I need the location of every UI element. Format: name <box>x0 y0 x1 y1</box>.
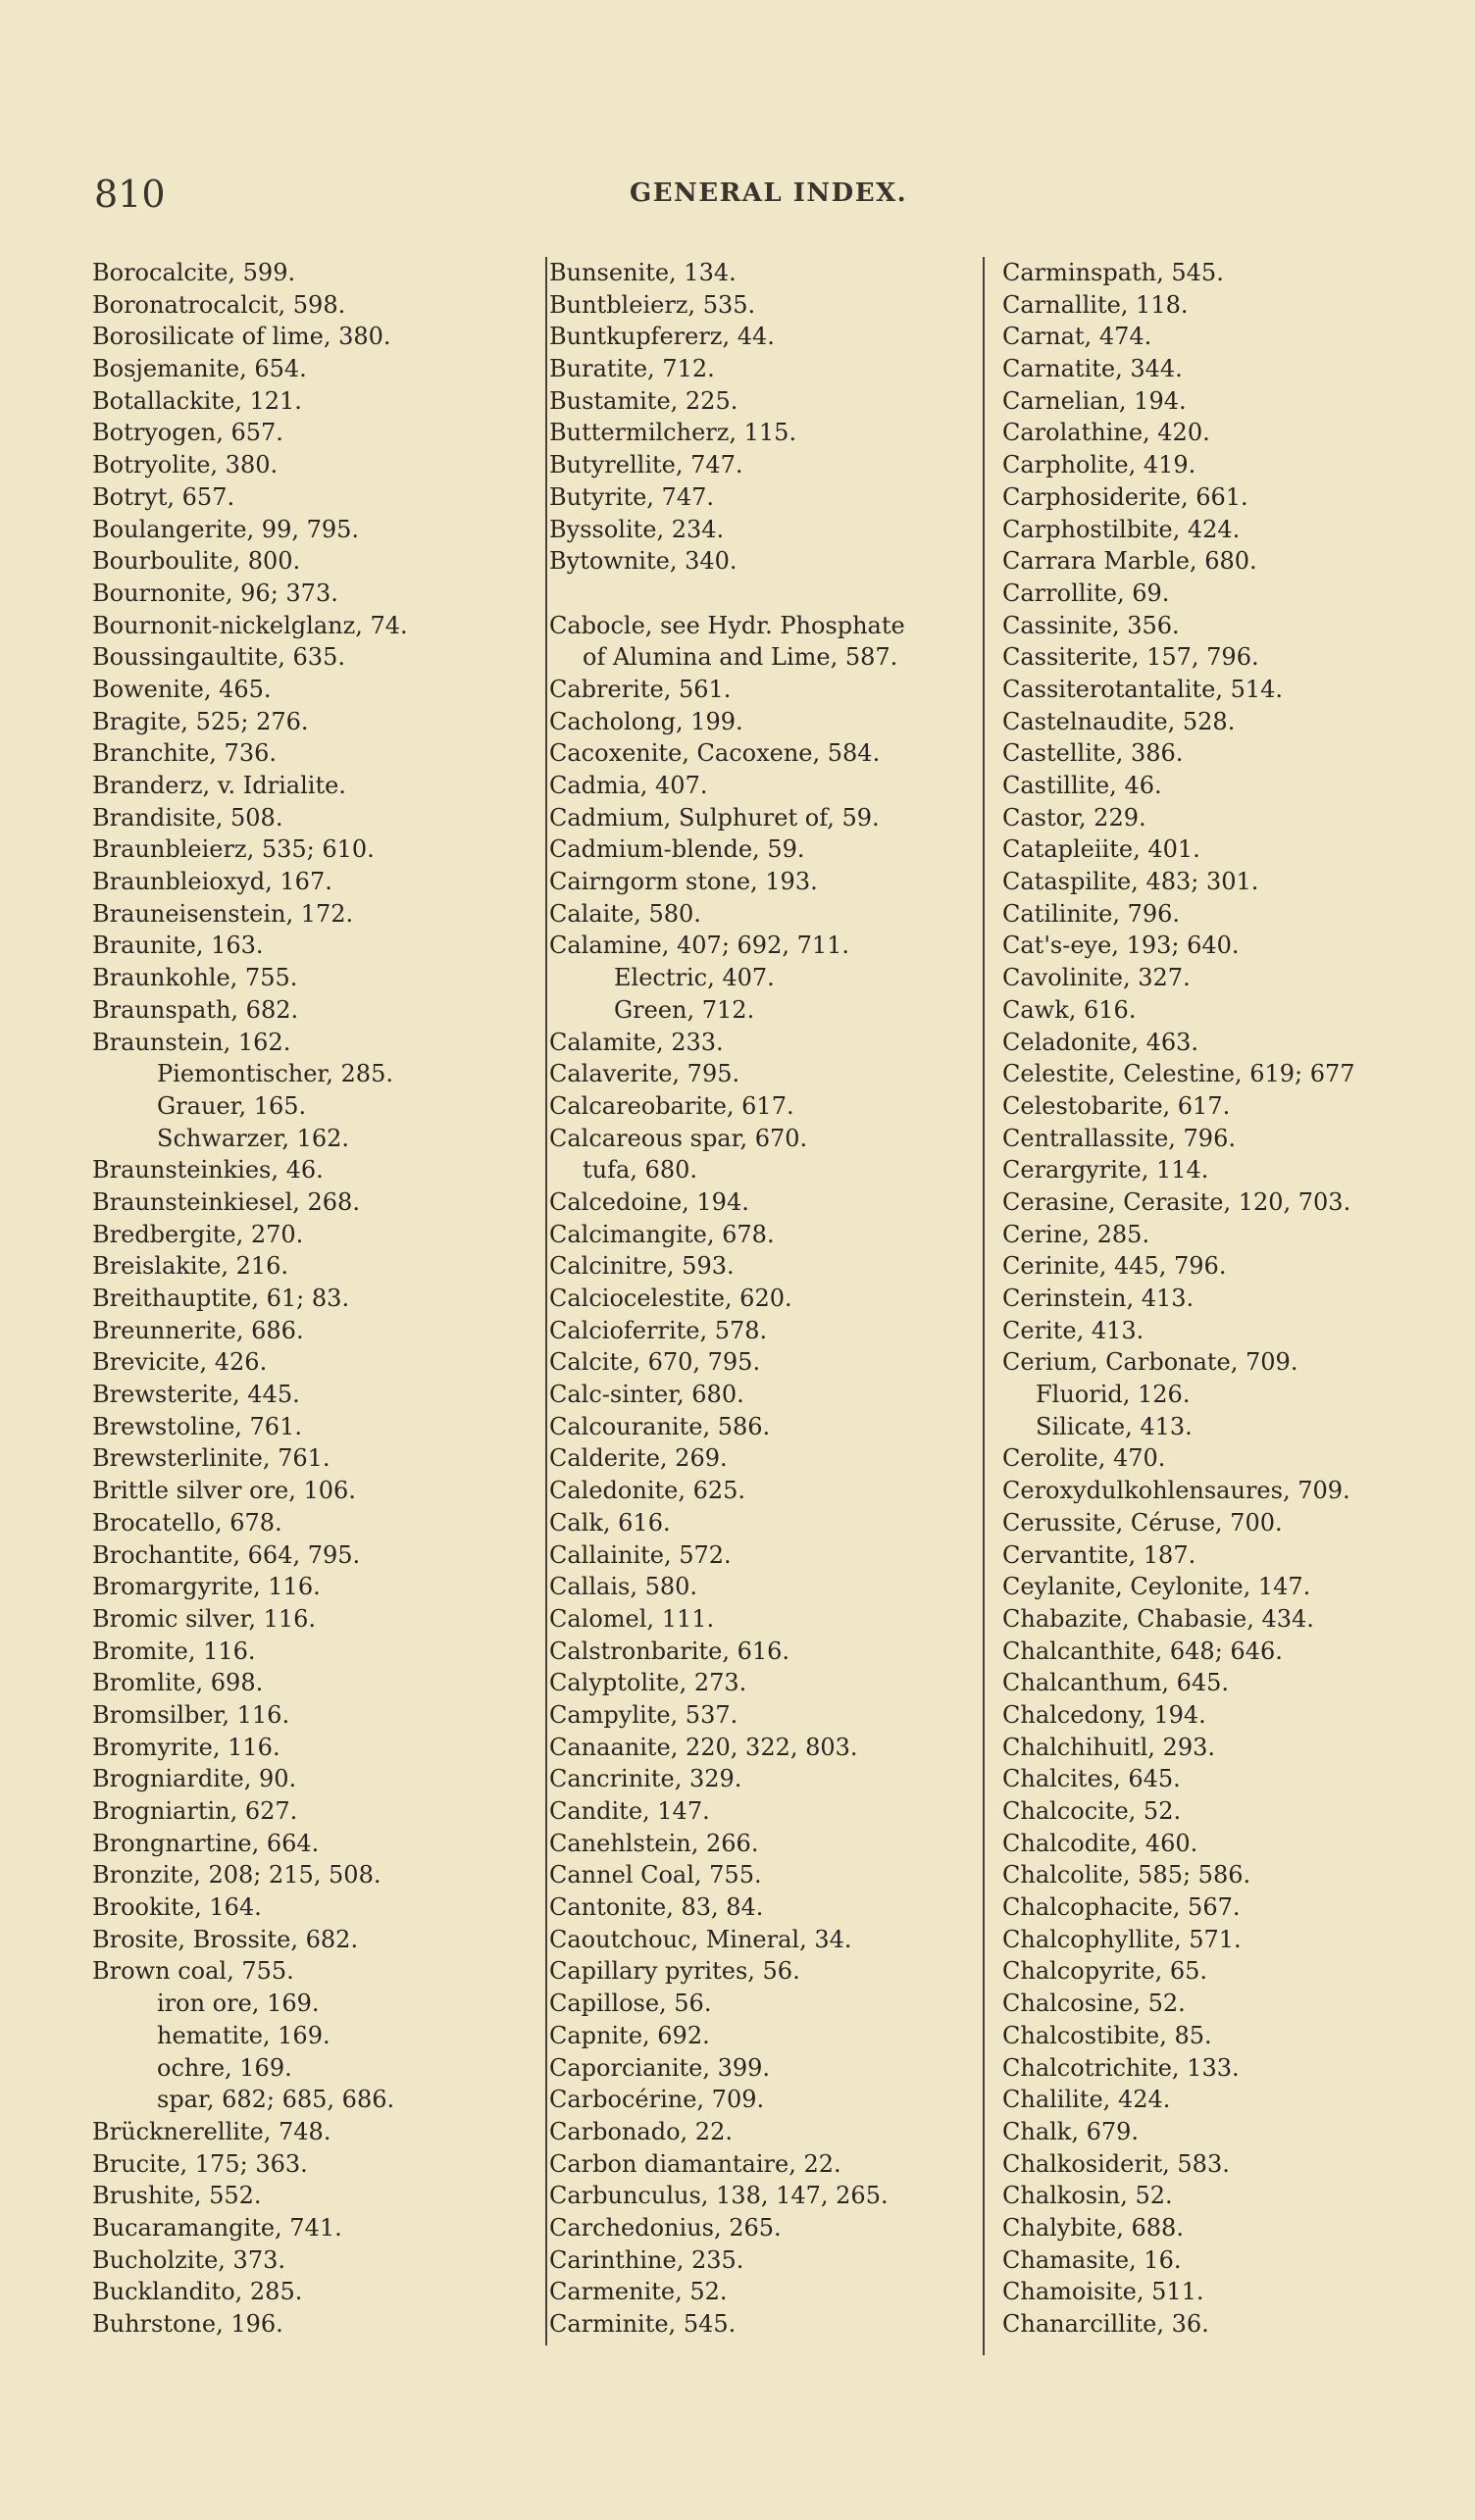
index-entry: Bredbergite, 270. <box>92 1220 304 1248</box>
index-entry: Callais, 580. <box>549 1573 698 1601</box>
index-entry: Borocalcite, 599. <box>92 259 296 286</box>
index-entry: Buratite, 712. <box>549 355 715 383</box>
index-entry: Castor, 229. <box>1002 803 1146 832</box>
index-entry: Cerinstein, 413. <box>1002 1285 1195 1312</box>
index-entry: Carinthine, 235. <box>549 2245 744 2274</box>
index-entry: Cerasine, Cerasite, 120, 703. <box>1002 1187 1351 1216</box>
index-entry: Castelnaudite, 528. <box>1002 707 1236 735</box>
index-entry: Bromargyrite, 116. <box>92 1573 321 1601</box>
index-entry: Bromic silver, 116. <box>92 1604 317 1633</box>
index-entry: Braunsteinkies, 46. <box>92 1156 324 1184</box>
index-entry: Bowenite, 465. <box>92 675 272 703</box>
index-entry: Braunbleierz, 535; 610. <box>92 835 375 864</box>
index-entry: Celadonite, 463. <box>1002 1028 1199 1056</box>
index-entry: Bromsilber, 116. <box>92 1700 290 1729</box>
index-entry: Calcinitre, 593. <box>549 1252 735 1281</box>
index-entry: Brewstoline, 761. <box>92 1412 302 1440</box>
index-entry: Bourboulite, 800. <box>92 547 301 576</box>
index-entry: Castellite, 386. <box>1002 739 1184 768</box>
index-entry: Breislakite, 216. <box>92 1252 289 1281</box>
index-entry: Braunspath, 682. <box>92 995 299 1024</box>
index-entry: Braunkohle, 755. <box>92 964 298 992</box>
index-entry: spar, 682; 685, 686. <box>157 2086 395 2114</box>
index-entry: Brocatello, 678. <box>92 1508 282 1537</box>
index-entry: Brewsterlinite, 761. <box>92 1444 331 1473</box>
index-entry: Carolathine, 420. <box>1002 419 1210 447</box>
index-entry: Calcimangite, 678. <box>549 1220 775 1248</box>
index-entry: Caoutchouc, Mineral, 34. <box>549 1925 852 1953</box>
index-entry: Cerolite, 470. <box>1002 1444 1166 1473</box>
index-entry: Bucklandito, 285. <box>92 2278 303 2306</box>
index-entry: Braunite, 163. <box>92 932 264 960</box>
index-entry: Brosite, Brossite, 682. <box>92 1925 359 1953</box>
index-entry: Calcedoine, 194. <box>549 1187 749 1216</box>
index-entry: Cervantite, 187. <box>1002 1540 1196 1569</box>
index-entry: Calaverite, 795. <box>549 1060 740 1088</box>
index-entry: Brucite, 175; 363. <box>92 2149 308 2178</box>
index-entry: Piemontischer, 285. <box>157 1060 393 1088</box>
index-entry: Cassinite, 356. <box>1002 611 1180 639</box>
index-entry: Bucholzite, 373. <box>92 2245 285 2274</box>
index-entry: Carmenite, 52. <box>549 2278 728 2306</box>
index-entry: Bromyrite, 116. <box>92 1733 280 1761</box>
index-entry: Braunbleioxyd, 167. <box>92 868 332 896</box>
index-entry: Botryt, 657. <box>92 482 235 511</box>
page-number: 810 <box>94 173 166 216</box>
index-entry: Cadmia, 407. <box>549 772 708 799</box>
index-entry: Carnelian, 194. <box>1002 386 1187 415</box>
index-entry: Castillite, 46. <box>1002 772 1162 799</box>
index-entry: Centrallassite, 796. <box>1002 1124 1236 1152</box>
index-entry: Chalcanthite, 648; 646. <box>1002 1637 1283 1665</box>
index-entry: Calomel, 111. <box>549 1604 715 1633</box>
index-entry: Bytownite, 340. <box>549 547 738 576</box>
index-entry: Brittle silver ore, 106. <box>92 1477 356 1505</box>
index-entry: Chalk, 679. <box>1002 2117 1140 2145</box>
index-entry: Braunstein, 162. <box>92 1028 291 1056</box>
index-entry: Canaanite, 220, 322, 803. <box>549 1733 858 1761</box>
index-entry: Bosjemanite, 654. <box>92 355 307 383</box>
index-entry: Chalcites, 645. <box>1002 1765 1181 1793</box>
index-entry: Breithauptite, 61; 83. <box>92 1285 350 1312</box>
index-entry: Canehlstein, 266. <box>549 1829 759 1857</box>
index-entry: Chalcocite, 52. <box>1002 1797 1182 1825</box>
index-entry: Branchite, 736. <box>92 739 277 768</box>
index-entry: Calstronbarite, 616. <box>549 1637 790 1665</box>
index-entry: Calk, 616. <box>549 1508 671 1537</box>
index-entry: Chalcanthum, 645. <box>1002 1669 1230 1697</box>
index-entry: Cerite, 413. <box>1002 1316 1144 1344</box>
index-entry: Cadmium-blende, 59. <box>549 835 805 864</box>
index-entry: Catapleiite, 401. <box>1002 835 1200 864</box>
running-head: GENERAL INDEX. <box>630 178 908 208</box>
index-entry: tufa, 680. <box>583 1156 697 1184</box>
index-entry: Boronatrocalcit, 598. <box>92 290 346 319</box>
index-entry: Chalkosiderit, 583. <box>1002 2149 1230 2178</box>
index-entry: Brücknerellite, 748. <box>92 2117 331 2145</box>
index-entry: Cantonite, 83, 84. <box>549 1893 764 1922</box>
index-entry: Chalcophacite, 567. <box>1002 1893 1241 1922</box>
index-entry: Schwarzer, 162. <box>157 1124 350 1152</box>
index-entry: Chamoisite, 511. <box>1002 2278 1204 2306</box>
index-entry: Carpholite, 419. <box>1002 451 1196 479</box>
index-entry: Cerinite, 445, 796. <box>1002 1252 1227 1281</box>
index-entry: Green, 712. <box>614 995 755 1024</box>
index-entry: Carbonado, 22. <box>549 2117 733 2145</box>
index-column-1 <box>92 257 514 2341</box>
index-entry: Chabazite, Chabasie, 434. <box>1002 1604 1314 1633</box>
index-entry: Carrollite, 69. <box>1002 579 1170 607</box>
index-entry: Bragite, 525; 276. <box>92 707 309 735</box>
index-entry: Cerine, 285. <box>1002 1220 1150 1248</box>
index-entry: Celestite, Celestine, 619; 677 <box>1002 1060 1355 1088</box>
index-entry: Grauer, 165. <box>157 1091 307 1120</box>
index-entry: Candite, 147. <box>549 1797 710 1825</box>
index-entry: Calcareobarite, 617. <box>549 1091 794 1120</box>
index-entry: Fluorid, 126. <box>1036 1381 1191 1409</box>
index-entry: Chalcolite, 585; 586. <box>1002 1861 1251 1890</box>
index-entry: Chalcedony, 194. <box>1002 1700 1206 1729</box>
index-entry: Brogniardite, 90. <box>92 1765 297 1793</box>
index-entry: Buntbleierz, 535. <box>549 290 756 319</box>
index-entry: Carbunculus, 138, 147, 265. <box>549 2182 889 2210</box>
index-entry: Brochantite, 664, 795. <box>92 1540 361 1569</box>
index-entry: Carrara Marble, 680. <box>1002 547 1257 576</box>
index-entry: Cassiterite, 157, 796. <box>1002 643 1259 672</box>
index-entry: Calcareous spar, 670. <box>549 1124 808 1152</box>
index-entry: Cabocle, see Hydr. Phosphate <box>549 611 905 639</box>
index-entry: Boussingaultite, 635. <box>92 643 345 672</box>
index-entry: Chanarcillite, 36. <box>1002 2310 1209 2338</box>
index-entry: hematite, 169. <box>157 2021 331 2049</box>
index-entry: Brandisite, 508. <box>92 803 283 832</box>
index-entry: Carminite, 545. <box>549 2310 737 2338</box>
index-entry: Brushite, 552. <box>92 2182 262 2210</box>
index-entry: Cat's-eye, 193; 640. <box>1002 932 1240 960</box>
index-entry: Calcouranite, 586. <box>549 1412 771 1440</box>
index-entry: Callainite, 572. <box>549 1540 732 1569</box>
index-entry: Bromlite, 698. <box>92 1669 264 1697</box>
index-entry: Byssolite, 234. <box>549 515 725 543</box>
index-entry: Bucaramangite, 741. <box>92 2213 342 2242</box>
index-entry: Chamasite, 16. <box>1002 2245 1182 2274</box>
index-entry: Calaite, 580. <box>549 899 701 928</box>
index-entry: Borosilicate of lime, 380. <box>92 323 391 351</box>
index-entry: Bustamite, 225. <box>549 386 738 415</box>
index-entry: Chalkosin, 52. <box>1002 2182 1173 2210</box>
index-entry: Calamine, 407; 692, 711. <box>549 932 850 960</box>
index-entry: Carbocérine, 709. <box>549 2086 765 2114</box>
index-entry: Capillary pyrites, 56. <box>549 1957 800 1986</box>
index-entry: Brookite, 164. <box>92 1893 262 1922</box>
index-entry: Carbon diamantaire, 22. <box>549 2149 841 2178</box>
index-entry: Butyrite, 747. <box>549 482 714 511</box>
index-entry: Carnatite, 344. <box>1002 355 1183 383</box>
index-entry: Brown coal, 755. <box>92 1957 294 1986</box>
index-entry: Chalcosine, 52. <box>1002 1990 1186 2018</box>
index-entry: Calcioferrite, 578. <box>549 1316 768 1344</box>
index-entry: Cancrinite, 329. <box>549 1765 742 1793</box>
index-entry: Botallackite, 121. <box>92 386 302 415</box>
index-entry: Catilinite, 796. <box>1002 899 1181 928</box>
index-entry: Carchedonius, 265. <box>549 2213 782 2242</box>
index-entry: Brauneisenstein, 172. <box>92 899 354 928</box>
index-entry: Cerium, Carbonate, 709. <box>1002 1348 1298 1377</box>
index-entry: Cannel Coal, 755. <box>549 1861 762 1890</box>
index-entry: Celestobarite, 617. <box>1002 1091 1231 1120</box>
index-entry: Chalchihuitl, 293. <box>1002 1733 1215 1761</box>
index-entry: iron ore, 169. <box>157 1990 320 2018</box>
index-entry: Chalcotrichite, 133. <box>1002 2053 1240 2082</box>
index-entry: Calc-sinter, 680. <box>549 1381 744 1409</box>
index-entry: Cerargyrite, 114. <box>1002 1156 1209 1184</box>
index-entry: Brewsterite, 445. <box>92 1381 300 1409</box>
index-entry: Bournonit-nickelglanz, 74. <box>92 611 408 639</box>
index-entry: Electric, 407. <box>614 964 775 992</box>
index-entry: Bronzite, 208; 215, 508. <box>92 1861 381 1890</box>
index-column-3 <box>983 257 1444 2355</box>
index-entry: Chalybite, 688. <box>1002 2213 1184 2242</box>
index-entry: Calderite, 269. <box>549 1444 728 1473</box>
index-entry: Brevicite, 426. <box>92 1348 268 1377</box>
index-entry: Cacoxenite, Cacoxene, 584. <box>549 739 881 768</box>
index-entry: Cassiterotantalite, 514. <box>1002 675 1284 703</box>
index-entry: Boulangerite, 99, 795. <box>92 515 360 543</box>
index-entry: Caporcianite, 399. <box>549 2053 771 2082</box>
index-entry: Cadmium, Sulphuret of, 59. <box>549 803 880 832</box>
index-entry: Braunsteinkiesel, 268. <box>92 1187 360 1216</box>
index-entry: Buntkupfererz, 44. <box>549 323 775 351</box>
index-entry: Botryolite, 380. <box>92 451 279 479</box>
index-entry: Bournonite, 96; 373. <box>92 579 338 607</box>
index-entry: Carphosiderite, 661. <box>1002 482 1248 511</box>
index-entry: Brongnartine, 664. <box>92 1829 320 1857</box>
index-spacer <box>549 578 992 610</box>
index-entry: Chalcopyrite, 65. <box>1002 1957 1208 1986</box>
index-entry: Carnallite, 118. <box>1002 290 1189 319</box>
index-column-2 <box>545 257 992 2345</box>
index-entry: Bromite, 116. <box>92 1637 256 1665</box>
index-entry: Butyrellite, 747. <box>549 451 743 479</box>
index-entry: Cabrerite, 561. <box>549 675 732 703</box>
index-entry: Carminspath, 545. <box>1002 259 1224 286</box>
index-entry: Breunnerite, 686. <box>92 1316 304 1344</box>
index-entry: Chalcostibite, 85. <box>1002 2021 1212 2049</box>
index-entry: Cataspilite, 483; 301. <box>1002 868 1259 896</box>
index-entry: Buhrstone, 196. <box>92 2310 283 2338</box>
index-entry: Silicate, 413. <box>1036 1412 1193 1440</box>
index-entry: Cawk, 616. <box>1002 995 1137 1024</box>
index-entry: Calcite, 670, 795. <box>549 1348 761 1377</box>
index-entry: Capnite, 692. <box>549 2021 710 2049</box>
index-entry: Campylite, 537. <box>549 1700 738 1729</box>
index-entry: Chalcophyllite, 571. <box>1002 1925 1242 1953</box>
index-entry: Calciocelestite, 620. <box>549 1285 792 1312</box>
index-entry: Buttermilcherz, 115. <box>549 419 797 447</box>
index-entry: Cacholong, 199. <box>549 707 743 735</box>
index-entry: Cavolinite, 327. <box>1002 964 1191 992</box>
index-entry: Cairngorm stone, 193. <box>549 868 818 896</box>
index-entry: Calamite, 233. <box>549 1028 724 1056</box>
index-entry: Bunsenite, 134. <box>549 259 737 286</box>
index-entry: Chalilite, 424. <box>1002 2086 1171 2114</box>
index-entry: Ceroxydulkohlensaures, 709. <box>1002 1477 1350 1505</box>
index-entry: Ceylanite, Ceylonite, 147. <box>1002 1573 1311 1601</box>
index-entry: of Alumina and Lime, 587. <box>583 643 898 672</box>
index-entry: Botryogen, 657. <box>92 419 283 447</box>
index-entry: ochre, 169. <box>157 2053 292 2082</box>
index-entry: Carphostilbite, 424. <box>1002 515 1241 543</box>
index-entry: Brogniartin, 627. <box>92 1797 298 1825</box>
index-entry: Cerussite, Céruse, 700. <box>1002 1508 1283 1537</box>
index-entry: Chalcodite, 460. <box>1002 1829 1198 1857</box>
index-entry: Calyptolite, 273. <box>549 1669 747 1697</box>
index-entry: Capillose, 56. <box>549 1990 712 2018</box>
index-entry: Branderz, v. Idrialite. <box>92 772 346 799</box>
index-entry: Caledonite, 625. <box>549 1477 746 1505</box>
index-entry: Carnat, 474. <box>1002 323 1152 351</box>
